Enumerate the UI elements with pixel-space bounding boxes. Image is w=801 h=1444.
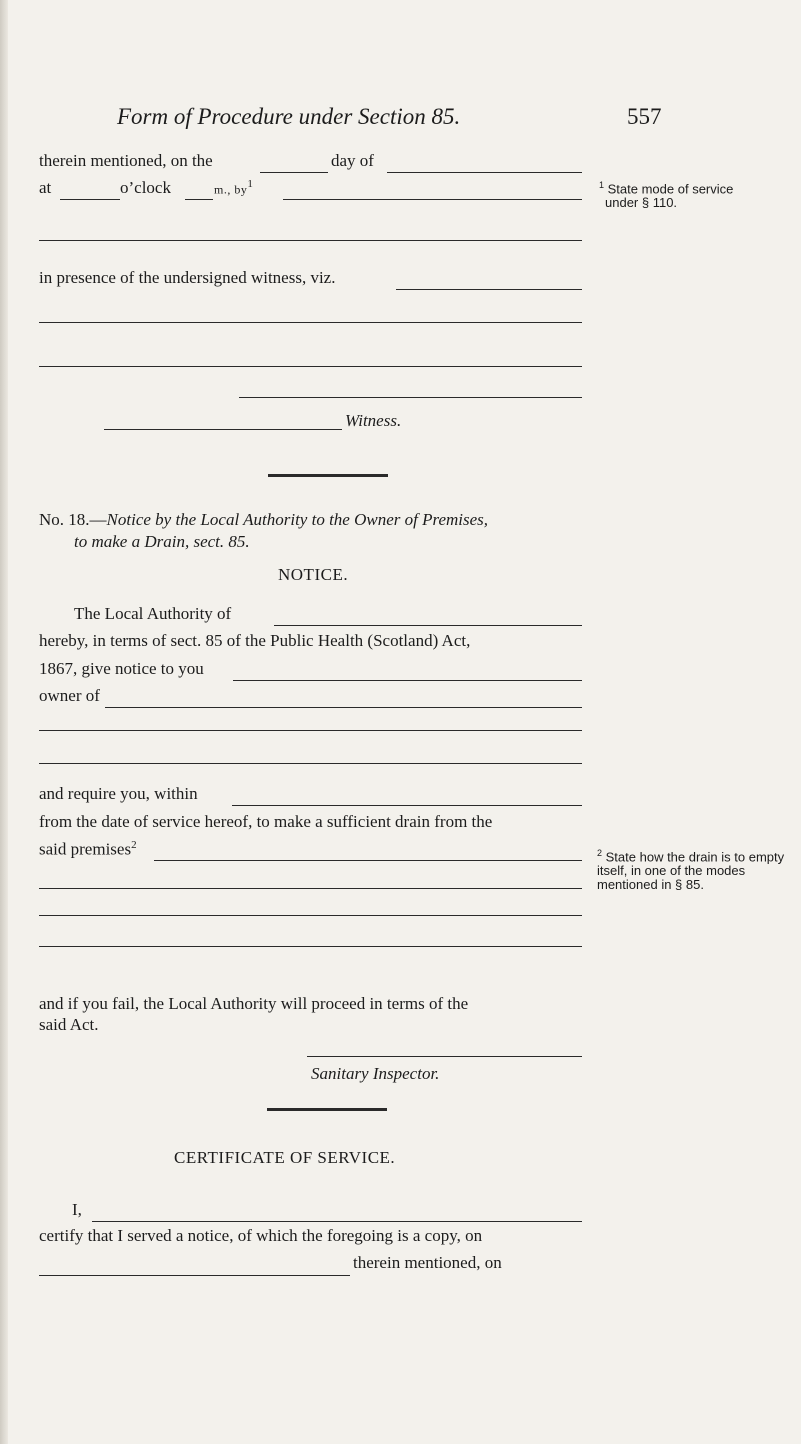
blank-line [39,322,582,323]
footnote-ref: 1 [247,178,253,190]
cert-top-line3: in presence of the undersigned witness, viz. [39,268,336,287]
certificate-heading: CERTIFICATE OF SERVICE. [174,1148,396,1167]
notice-line6: from the date of service hereof, to make a sufficient drain from the [39,812,493,831]
meridiem-label: m., by [214,182,248,197]
margin-note-1 [599,178,789,210]
notice-line1: The Local Authority of [74,604,232,623]
margin-note-2 [597,846,789,892]
blank-line [39,915,582,916]
cert-top-line2-c [214,178,253,199]
page-binding-edge [0,0,8,1444]
page-number: 557 [627,104,662,129]
blank-line [39,730,582,731]
section-divider [268,474,388,477]
blank-line [105,707,582,708]
cert-top-line2-a: at [39,178,52,197]
blank-line [39,1275,350,1276]
blank-line [232,805,582,806]
blank-line [39,240,582,241]
form-number: No. 18.— [39,510,107,529]
notice-line3: 1867, give notice to you [39,659,204,678]
blank-line [233,680,582,681]
blank-line [39,946,582,947]
blank-line [387,172,582,173]
blank-line [283,199,582,200]
blank-line [260,172,328,173]
margin-note-1-line2: under § 110. [605,195,678,211]
notice-line2: hereby, in terms of sect. 85 of the Public Health (Scotland) Act, [39,631,471,650]
blank-line [39,366,582,367]
certificate-line1: I, [72,1200,82,1219]
margin-note-1-line1: State mode of service [607,181,734,197]
notice-line7-text: said premises [39,839,132,859]
witness-label: Witness. [345,411,402,430]
blank-line [274,625,582,626]
blank-line [39,888,582,889]
footnote-number: 1 [599,180,605,190]
certificate-line2: certify that I served a notice, of which the foregoing is a copy, on [39,1226,483,1245]
blank-line [60,199,120,200]
notice-line5: and require you, within [39,784,198,803]
certificate-line3: therein mentioned, on [353,1253,502,1272]
blank-line [239,397,582,398]
running-header-title: Form of Procedure under Section 85. [117,104,461,129]
cert-top-line1-b: day of [331,151,374,170]
footnote-ref: 2 [131,839,137,851]
blank-line [396,289,582,290]
section-divider [267,1108,387,1111]
blank-line [185,199,213,200]
notice-line9: said Act. [39,1015,99,1034]
sanitary-inspector-label: Sanitary Inspector. [311,1064,440,1083]
notice-line4: owner of [39,686,100,705]
form18-title-line2: to make a Drain, sect. 85. [74,532,250,551]
blank-line [154,860,582,861]
blank-line [39,763,582,764]
cert-top-line2-b: o’clock [120,178,171,197]
witness-signature-line [104,429,342,430]
cert-top-line1-a: therein mentioned, on the [39,151,213,170]
margin-note-2-text: State how the drain is to empty itself, in one of the modes mentioned in § 85. [597,849,785,893]
notice-line7 [39,839,137,860]
notice-line8: and if you fail, the Local Authority will proceed in terms of the [39,994,469,1013]
form18-title [39,510,488,530]
form-title-line1: Notice by the Local Authority to the Owner of Premises, [106,510,489,529]
blank-line [92,1221,582,1222]
signature-line [307,1056,582,1057]
notice-heading: NOTICE. [278,565,349,584]
footnote-number: 2 [597,848,603,858]
